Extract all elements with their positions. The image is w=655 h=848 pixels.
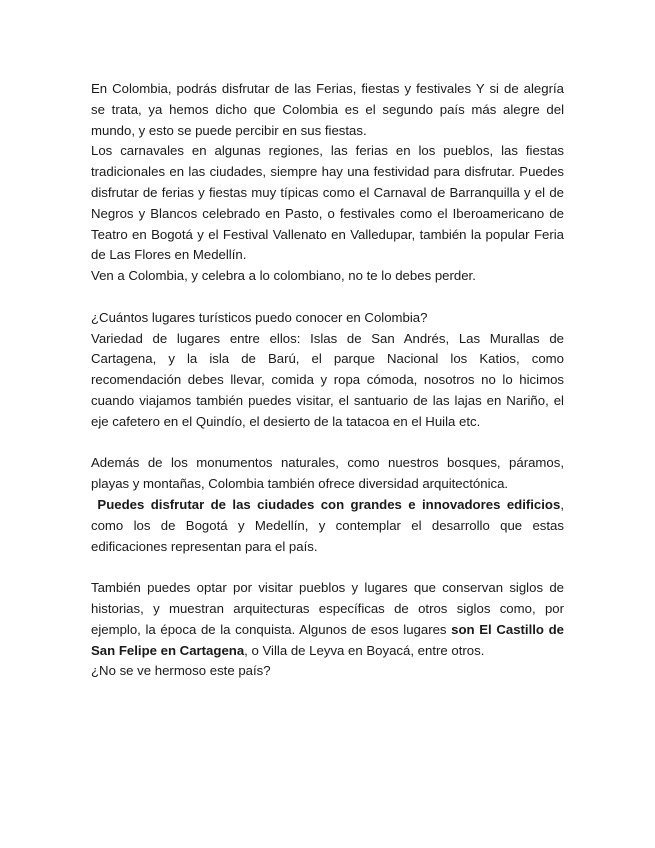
paragraph-pueblos-bold: son El Castillo de San Felipe en Cartagena — [91, 621, 565, 658]
paragraph-invitation: Ven a Colombia, y celebra a lo colombiano, no te lo debes perder. — [91, 268, 476, 284]
paragraph-question-lugares: ¿Cuántos lugares turísticos puedo conocer en Colombia? — [91, 309, 428, 325]
paragraph-pueblos-end: , o Villa de Leyva en Boyacá, entre otros. — [244, 642, 485, 658]
paragraph-closing-question: ¿No se ve hermoso este país? — [91, 663, 271, 679]
paragraph-monumentos: Además de los monumentos naturales, como nuestros bosques, páramos, playas y montañas, Colombia también ofrece diversidad arquitectónica. — [91, 455, 564, 492]
paragraph-ciudades-bold: Puedes disfrutar de las ciudades con grandes e innovadores edificios — [97, 496, 561, 512]
paragraph-fiestas-intro: En Colombia, podrás disfrutar de las Ferias, fiestas y festivales Y si de alegría se trata, ya hemos dicho que Colombia es el segundo país más alegre del mundo, y esto se puede percibir en sus fiestas. — [91, 81, 564, 138]
paragraph-pueblos — [91, 578, 564, 661]
paragraph-pueblos-start: También puedes optar por visitar pueblos y lugares que conservan siglos de historias, y muestran arquitecturas específicas de otros siglos como, por ejemplo, la época de la conquista. Algunos de esos lugares — [91, 580, 564, 637]
paragraph-spacer — [91, 287, 564, 308]
paragraph-spacer — [91, 433, 564, 454]
paragraph-spacer — [91, 557, 564, 578]
paragraph-lugares: Variedad de lugares entre ellos: Islas de San Andrés, Las Murallas de Cartagena, y la isla de Barú, el parque Nacional los Katios, como recomendación debes llevar, comida y ropa cómoda, nosotros no lo hicimos cuando viajamos también puedes visitar, el santuario de las lajas en Nariño, el eje cafetero en el Quindío, el desierto de la tatacoa en el Huila etc. — [91, 330, 564, 429]
paragraph-ciudades — [91, 495, 564, 557]
paragraph-ciudades-rest: , como los de Bogotá y Medellín, y contemplar el desarrollo que estas edificaciones representan para el país. — [91, 496, 564, 554]
paragraph-carnavales: Los carnavales en algunas regiones, las ferias en los pueblos, las fiestas tradicionales en las ciudades, siempre hay una festividad para disfrutar. Puedes disfrutar de ferias y fiestas muy típicas como el Carnaval de Barranquilla y el de Negros y Blancos celebrado en Pasto, o festivales como el Iberoamericano de Teatro en Bogotá y el Festival Vallenato en Valledupar, también la popular Feria de Las Flores en Medellín. — [91, 143, 564, 263]
document-page — [91, 79, 564, 682]
